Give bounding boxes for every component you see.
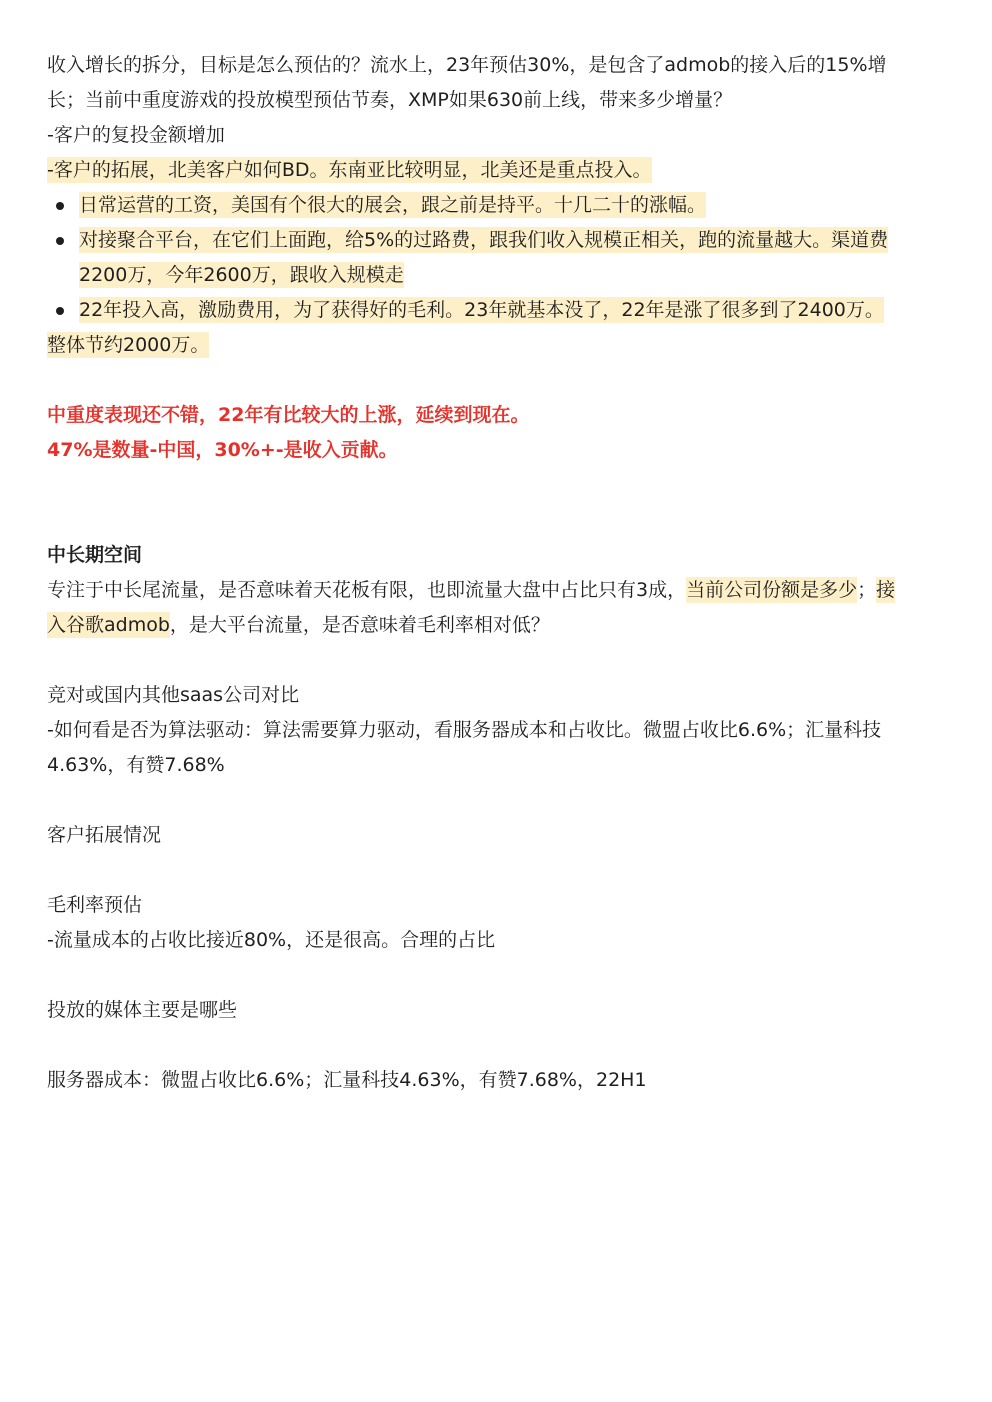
competitor-compare-line-2: 4.63%，有赞7.68% [47,754,225,776]
savings-note: 整体节约2000万。 [47,334,210,356]
cost-bullet-list [47,188,942,328]
bullet-dot-icon [56,307,64,315]
customer-expansion-note: -客户的拓展，北美客户如何BD。东南亚比较明显，北美还是重点投入。 [47,159,652,181]
repeat-investment-note: -客户的复投金额增加 [47,124,225,146]
competitor-compare-line-1: -如何看是否为算法驱动：算法需要算力驱动，看服务器成本和占收比。微盟占收比6.6%；汇量科技 [47,719,882,741]
bullet-item-channel-fee: 对接聚合平台，在它们上面跑，给5%的过路费，跟我们收入规模正相关，跑的流量越大。渠道费 2200万，今年2600万，跟收入规模走 [47,223,942,293]
gross-margin-note: -流量成本的占收比接近80%，还是很高。合理的占比 [47,929,496,951]
long-term-question-line-2: 入谷歌admob，是大平台流量，是否意味着毛利率相对低？ [47,614,550,636]
gross-margin-title: 毛利率预估 [47,894,143,916]
red-highlight-line-1: 中重度表现还不错，22年有比较大的上涨，延续到现在。 [47,404,530,426]
bullet-item-salary: 日常运营的工资，美国有个很大的展会，跟之前是持平。十几二十的涨幅。 [47,188,942,223]
bullet-dot-icon [56,237,64,245]
red-highlight-line-2: 47%是数量-中国，30%+-是收入贡献。 [47,439,398,461]
bullet-item-incentive: 22年投入高，激励费用，为了获得好的毛利。23年就基本没了，22年是涨了很多到了2400万。 [47,293,942,328]
revenue-question-line-1: 收入增长的拆分，目标是怎么预估的？流水上，23年预估30%，是包含了admob的接入后的15%增 [47,54,887,76]
document-page [47,48,942,1098]
long-term-question-line-1: 专注于中长尾流量，是否意味着天花板有限，也即流量大盘中占比只有3成，当前公司份额是多少；接 [47,579,896,601]
media-question: 投放的媒体主要是哪些 [47,999,238,1021]
revenue-question-line-2: 长；当前中重度游戏的投放模型预估节奏，XMP如果630前上线，带来多少增量？ [47,89,733,111]
bullet-dot-icon [56,202,64,210]
section-heading: 中长期空间 [47,544,143,566]
competitor-compare-title: 竞对或国内其他saas公司对比 [47,684,300,706]
customer-expansion-title: 客户拓展情况 [47,824,162,846]
server-cost-note: 服务器成本：微盟占收比6.6%；汇量科技4.63%，有赞7.68%，22H1 [47,1069,647,1091]
